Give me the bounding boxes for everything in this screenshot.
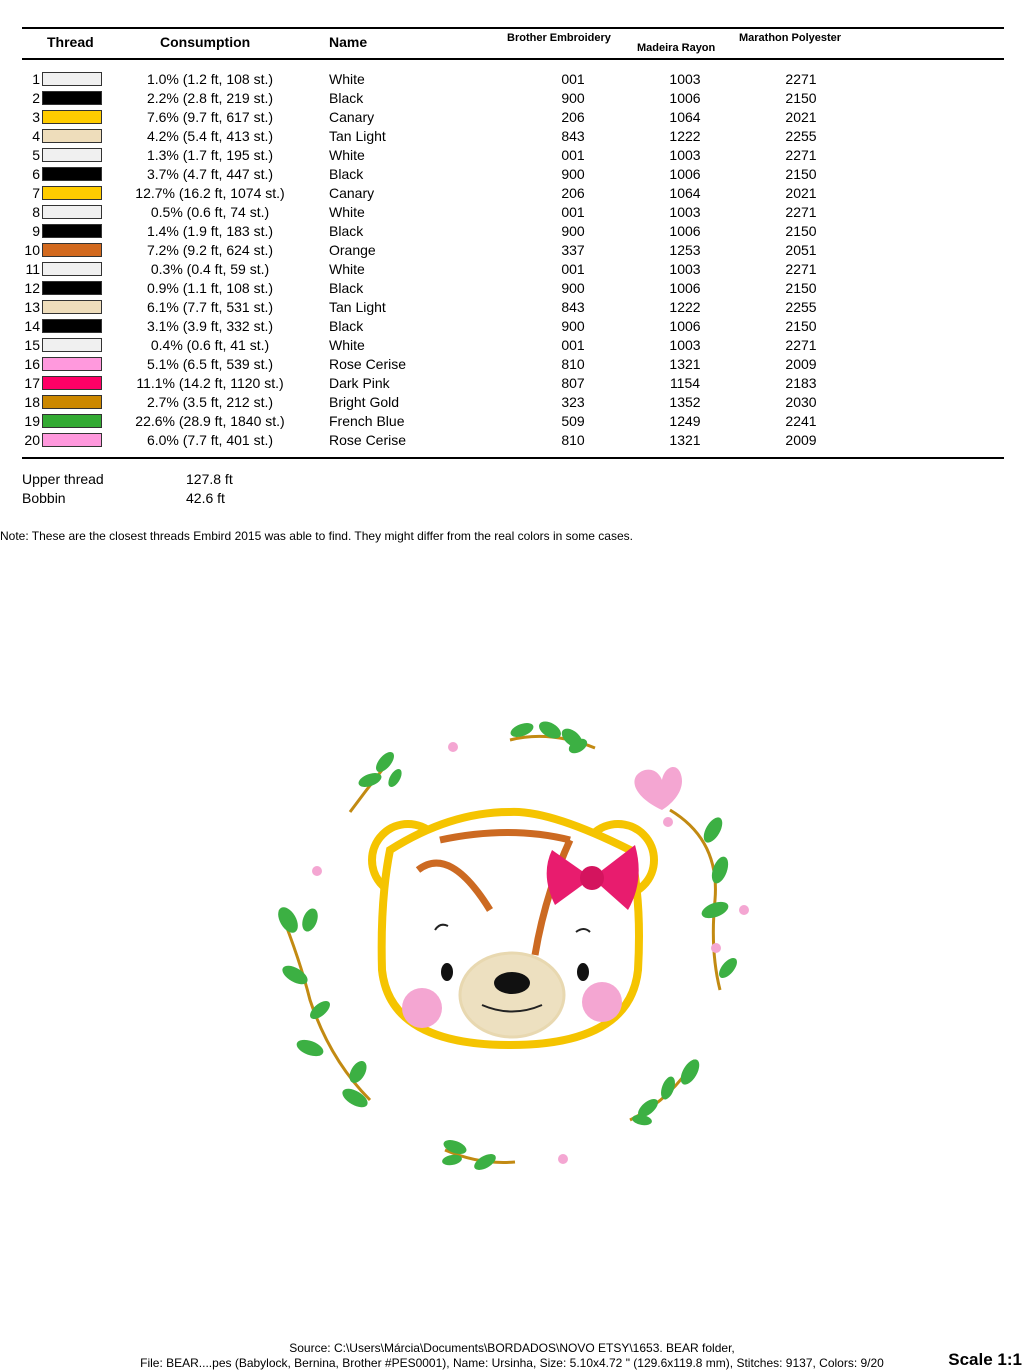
madeira-code: 1064 [669, 109, 701, 125]
marathon-code: 2150 [785, 90, 817, 106]
thread-consumption: 1.3% (1.7 ft, 195 st.) [146, 147, 274, 163]
leaf-branch-bottom-right [630, 1056, 703, 1126]
madeira-code: 1003 [669, 337, 701, 353]
thread-number: 9 [32, 223, 40, 239]
thread-name: Black [329, 223, 364, 239]
thread-name: Canary [329, 185, 375, 201]
thread-number: 20 [24, 432, 40, 448]
thread-number: 11 [25, 261, 40, 277]
thread-color-swatch [42, 110, 102, 124]
table-row [0, 336, 1024, 355]
brother-code: 900 [561, 280, 585, 296]
table-row [0, 184, 1024, 203]
marathon-code: 2255 [785, 128, 817, 144]
brother-code: 900 [561, 223, 585, 239]
thread-color-swatch [42, 357, 102, 371]
thread-consumption: 7.6% (9.7 ft, 617 st.) [146, 109, 274, 125]
thread-consumption: 1.0% (1.2 ft, 108 st.) [146, 71, 274, 87]
thread-number: 2 [32, 90, 40, 106]
footer-file: File: BEAR....pes (Babylock, Bernina, Brother #PES0001), Name: Ursinha, Size: 5.10x4.72 " (129.6x119.8 mm), Stitches: 9137, Colors: 9/20 [140, 1356, 884, 1370]
table-row [0, 412, 1024, 431]
table-row [0, 165, 1024, 184]
thread-color-swatch [42, 148, 102, 162]
thread-name: Black [329, 166, 364, 182]
thread-color-swatch [42, 224, 102, 238]
bear-head [372, 812, 654, 1045]
thread-consumption: 0.5% (0.6 ft, 74 st.) [150, 204, 270, 220]
thread-color-swatch [42, 243, 102, 257]
thread-color-swatch [42, 319, 102, 333]
upper-thread-label: Upper thread [22, 471, 104, 487]
thread-name: Black [329, 90, 364, 106]
table-header-rule [22, 58, 1004, 60]
thread-color-swatch [42, 91, 102, 105]
table-bottom-rule [22, 457, 1004, 459]
thread-consumption: 5.1% (6.5 ft, 539 st.) [146, 356, 274, 372]
marathon-code: 2183 [785, 375, 817, 391]
madeira-code: 1321 [669, 356, 701, 372]
thread-consumption: 0.4% (0.6 ft, 41 st.) [150, 337, 270, 353]
thread-color-swatch [42, 129, 102, 143]
table-row [0, 222, 1024, 241]
thread-color-swatch [42, 262, 102, 276]
table-row [0, 374, 1024, 393]
thread-number: 15 [24, 337, 40, 353]
thread-consumption: 2.7% (3.5 ft, 212 st.) [146, 394, 274, 410]
madeira-code: 1154 [669, 375, 701, 391]
thread-color-swatch [42, 205, 102, 219]
marathon-code: 2150 [785, 318, 817, 334]
table-row [0, 393, 1024, 412]
marathon-code: 2021 [785, 185, 817, 201]
thread-consumption: 6.0% (7.7 ft, 401 st.) [146, 432, 274, 448]
marathon-code: 2030 [785, 394, 817, 410]
brother-code: 900 [561, 166, 585, 182]
madeira-code: 1006 [669, 166, 701, 182]
madeira-code: 1249 [669, 413, 701, 429]
thread-name: Orange [329, 242, 376, 258]
brother-code: 323 [561, 394, 585, 410]
header-madeira: Madeira Rayon [637, 42, 716, 54]
thread-number: 13 [24, 299, 40, 315]
heart-flower [634, 767, 682, 810]
brother-code: 843 [561, 299, 585, 315]
brother-code: 509 [561, 413, 585, 429]
leaf-branch-top [509, 718, 595, 756]
thread-number: 12 [24, 280, 40, 296]
thread-number: 5 [32, 147, 40, 163]
thread-color-swatch [42, 167, 102, 181]
thread-name: Bright Gold [329, 394, 400, 410]
marathon-code: 2271 [785, 147, 817, 163]
table-row [0, 127, 1024, 146]
thread-name: Dark Pink [329, 375, 390, 391]
marathon-code: 2271 [785, 261, 817, 277]
thread-name: White [329, 147, 365, 163]
thread-consumption: 6.1% (7.7 ft, 531 st.) [146, 299, 274, 315]
brother-code: 807 [561, 375, 585, 391]
leaf-branch-right [663, 810, 749, 990]
brother-code: 900 [561, 90, 585, 106]
thread-number: 10 [24, 242, 40, 258]
thread-name: White [329, 71, 365, 87]
thread-consumption: 7.2% (9.2 ft, 624 st.) [146, 242, 274, 258]
table-row [0, 355, 1024, 374]
thread-color-swatch [42, 414, 102, 428]
madeira-code: 1003 [669, 204, 701, 220]
thread-name: Black [329, 280, 364, 296]
thread-number: 3 [32, 109, 40, 125]
thread-color-swatch [42, 376, 102, 390]
thread-consumption: 11.1% (14.2 ft, 1120 st.) [136, 375, 284, 391]
scale-label: Scale 1:1 [948, 1350, 1022, 1369]
upper-thread-value: 127.8 ft [186, 471, 233, 487]
brother-code: 206 [561, 185, 585, 201]
marathon-code: 2150 [785, 166, 817, 182]
thread-number: 14 [24, 318, 40, 334]
marathon-code: 2150 [785, 280, 817, 296]
madeira-code: 1352 [669, 394, 701, 410]
table-row [0, 146, 1024, 165]
madeira-code: 1003 [669, 147, 701, 163]
madeira-code: 1006 [669, 280, 701, 296]
leaf-branch-upper-left [350, 749, 404, 812]
thread-name: White [329, 261, 365, 277]
madeira-code: 1064 [669, 185, 701, 201]
thread-name: Canary [329, 109, 375, 125]
marathon-code: 2009 [785, 356, 817, 372]
thread-consumption: 3.7% (4.7 ft, 447 st.) [146, 166, 274, 182]
leaf-branch-bottom [441, 1137, 515, 1173]
thread-number: 4 [32, 128, 40, 144]
table-row [0, 298, 1024, 317]
thread-number: 19 [24, 413, 40, 429]
madeira-code: 1253 [669, 242, 701, 258]
table-row [0, 317, 1024, 336]
thread-number: 16 [24, 356, 40, 372]
madeira-code: 1006 [669, 90, 701, 106]
bobbin-label: Bobbin [22, 490, 66, 506]
marathon-code: 2009 [785, 432, 817, 448]
brother-code: 001 [561, 337, 585, 353]
madeira-code: 1003 [669, 71, 701, 87]
madeira-code: 1321 [669, 432, 701, 448]
marathon-code: 2021 [785, 109, 817, 125]
thread-color-swatch [42, 395, 102, 409]
brother-code: 001 [561, 261, 585, 277]
header-consumption: Consumption [160, 34, 251, 50]
thread-name: White [329, 337, 365, 353]
thread-number: 1 [32, 71, 40, 87]
thread-number: 17 [24, 375, 40, 391]
madeira-code: 1006 [669, 223, 701, 239]
header-marathon: Marathon Polyester [739, 32, 842, 44]
thread-number: 18 [24, 394, 40, 410]
madeira-code: 1222 [669, 128, 701, 144]
brother-code: 810 [561, 356, 585, 372]
thread-color-swatch [42, 433, 102, 447]
brother-code: 337 [561, 242, 585, 258]
marathon-code: 2241 [785, 413, 817, 429]
table-row [0, 279, 1024, 298]
table-row [0, 108, 1024, 127]
brother-code: 001 [561, 147, 585, 163]
thread-consumption: 0.3% (0.4 ft, 59 st.) [150, 261, 270, 277]
brother-code: 001 [561, 204, 585, 220]
thread-number: 8 [32, 204, 40, 220]
bobbin-value: 42.6 ft [186, 490, 225, 506]
header-brother: Brother Embroidery [507, 32, 611, 44]
thread-consumption: 1.4% (1.9 ft, 183 st.) [146, 223, 274, 239]
footer-source: Source: C:\Users\Márcia\Documents\BORDADOS\NOVO ETSY\1653. BEAR folder, [289, 1341, 735, 1355]
brother-code: 810 [561, 432, 585, 448]
thread-consumption: 22.6% (28.9 ft, 1840 st.) [135, 413, 285, 429]
thread-color-swatch [42, 338, 102, 352]
thread-color-swatch [42, 300, 102, 314]
leaf-branch-left [274, 904, 371, 1111]
thread-color-swatch [42, 72, 102, 86]
marathon-code: 2051 [785, 242, 817, 258]
brother-code: 001 [561, 71, 585, 87]
header-name: Name [329, 34, 368, 50]
thread-consumption: 3.1% (3.9 ft, 332 st.) [146, 318, 274, 334]
marathon-code: 2271 [785, 71, 817, 87]
embroidery-design-preview [250, 700, 790, 1200]
thread-consumption: 12.7% (16.2 ft, 1074 st.) [135, 185, 285, 201]
thread-name: Tan Light [329, 128, 386, 144]
thread-number: 6 [32, 166, 40, 182]
thread-name: French Blue [329, 413, 405, 429]
thread-color-swatch [42, 281, 102, 295]
marathon-code: 2271 [785, 337, 817, 353]
header-thread: Thread [47, 34, 94, 50]
thread-name: White [329, 204, 365, 220]
note-text: Note: These are the closest threads Embird 2015 was able to find. They might differ from the real colors in some cases. [0, 529, 633, 543]
madeira-code: 1222 [669, 299, 701, 315]
thread-color-swatch [42, 186, 102, 200]
table-row [0, 203, 1024, 222]
table-row [0, 70, 1024, 89]
marathon-code: 2255 [785, 299, 817, 315]
thread-consumption: 4.2% (5.4 ft, 413 st.) [146, 128, 274, 144]
madeira-code: 1003 [669, 261, 701, 277]
thread-consumption: 2.2% (2.8 ft, 219 st.) [146, 90, 274, 106]
marathon-code: 2150 [785, 223, 817, 239]
thread-consumption: 0.9% (1.1 ft, 108 st.) [146, 280, 274, 296]
brother-code: 843 [561, 128, 585, 144]
thread-name: Black [329, 318, 364, 334]
brother-code: 206 [561, 109, 585, 125]
table-row [0, 431, 1024, 450]
table-top-rule [22, 27, 1004, 29]
thread-name: Rose Cerise [329, 356, 407, 372]
thread-name: Tan Light [329, 299, 386, 315]
madeira-code: 1006 [669, 318, 701, 334]
table-row [0, 260, 1024, 279]
thread-name: Rose Cerise [329, 432, 407, 448]
table-row [0, 89, 1024, 108]
table-row [0, 241, 1024, 260]
marathon-code: 2271 [785, 204, 817, 220]
thread-number: 7 [32, 185, 40, 201]
brother-code: 900 [561, 318, 585, 334]
